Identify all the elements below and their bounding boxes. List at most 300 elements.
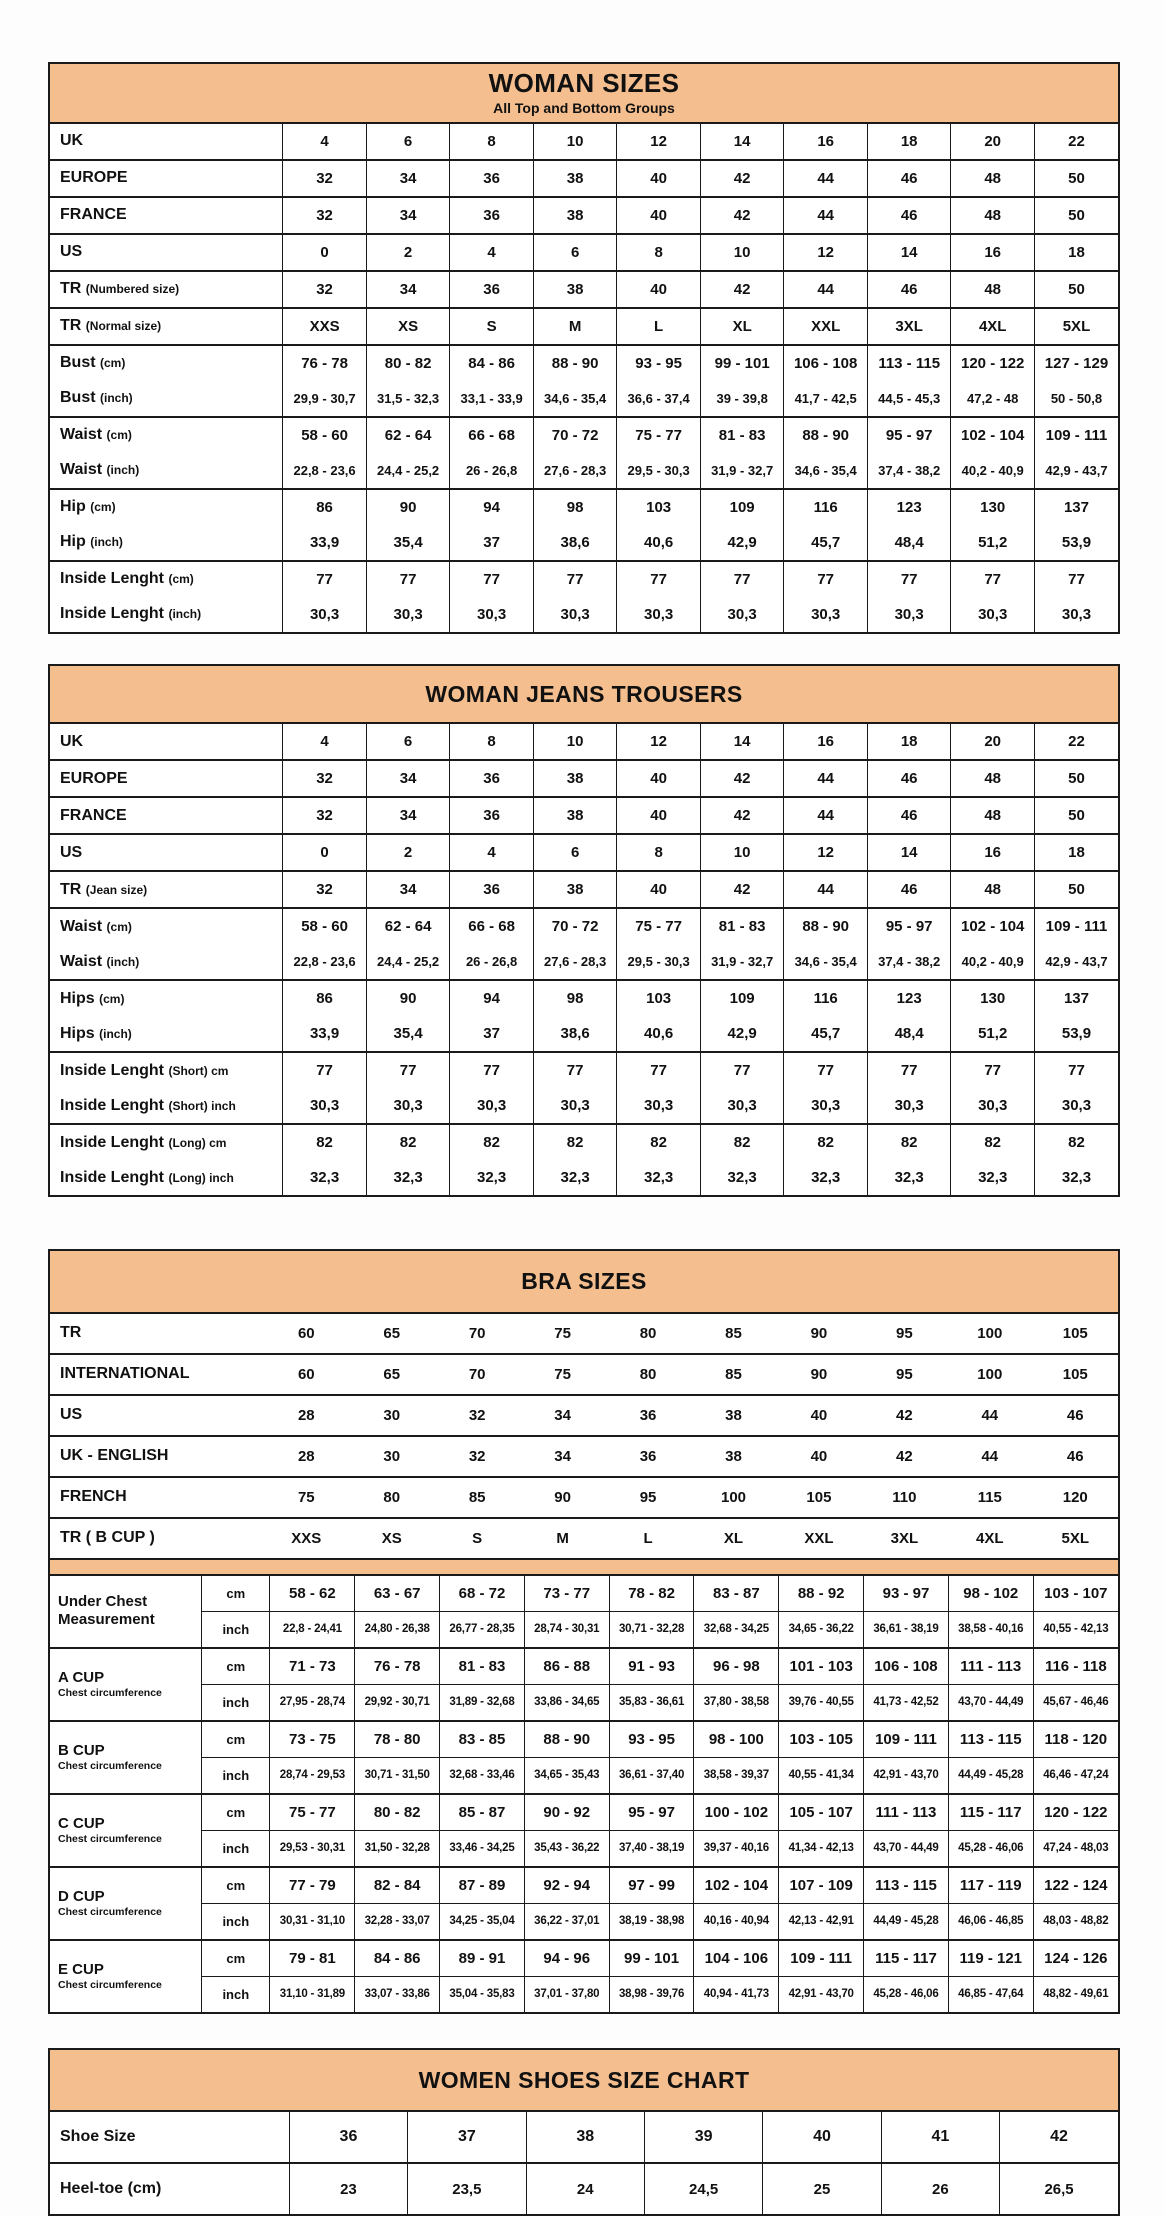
cup-label bbox=[50, 1721, 202, 1794]
size-value-cell: 50 bbox=[1034, 160, 1118, 197]
size-value-cell: 32 bbox=[468, 1447, 486, 1465]
row-label-note: (Long) inch bbox=[168, 1170, 234, 1185]
cup-name: Under Chest Measurement bbox=[58, 1593, 155, 1629]
size-value-cell: XXS bbox=[291, 1529, 322, 1547]
size-value-cell: 48 bbox=[951, 160, 1035, 197]
size-value-cell: 106 - 108 bbox=[784, 345, 868, 381]
size-value-cell: 32,3 bbox=[617, 1160, 701, 1195]
cup-label bbox=[50, 1940, 202, 2012]
table-row bbox=[50, 561, 1118, 597]
row-label bbox=[50, 381, 283, 417]
size-value-cell: 2 bbox=[366, 234, 450, 271]
woman-jeans-table bbox=[48, 664, 1120, 1197]
size-value-cell: 95 - 97 bbox=[867, 908, 951, 944]
size-value-cell: 120 - 122 bbox=[1033, 1794, 1118, 1831]
size-value-cell: 20 bbox=[951, 724, 1035, 760]
size-value-cell: 68 - 72 bbox=[440, 1576, 525, 1612]
table-subtitle: All Top and Bottom Groups bbox=[493, 99, 675, 116]
size-value-cell: 105 - 107 bbox=[779, 1794, 864, 1831]
size-value-cell: 109 - 111 bbox=[1034, 908, 1118, 944]
size-value-cell: 32 bbox=[468, 1406, 486, 1424]
size-value-cell: 85 - 87 bbox=[440, 1794, 525, 1831]
woman-sizes bbox=[50, 124, 1118, 632]
size-value-cell: 35,83 - 36,61 bbox=[609, 1684, 694, 1721]
cup-subtitle: Chest circumference bbox=[58, 1906, 162, 1919]
cup-label bbox=[50, 1867, 202, 1940]
table-row bbox=[50, 1903, 1118, 1940]
woman-sizes-table bbox=[48, 62, 1120, 634]
row-group bbox=[50, 2163, 1118, 2214]
size-value-cell: 82 bbox=[700, 1124, 784, 1160]
size-value-cell: 29,53 - 30,31 bbox=[270, 1830, 355, 1867]
size-value-cell: 77 bbox=[784, 1052, 868, 1088]
cup-group bbox=[50, 1721, 1118, 1794]
row-label bbox=[50, 1052, 283, 1088]
unit-label: inch bbox=[202, 1903, 270, 1940]
cup-subtitle: Chest circumference bbox=[58, 1760, 162, 1773]
table-row bbox=[50, 944, 1118, 980]
size-value-cell: 38,58 - 39,37 bbox=[694, 1757, 779, 1794]
size-value-cell: 24 bbox=[526, 2163, 644, 2214]
woman-jeans-header bbox=[50, 666, 1118, 724]
row-label-text: TR ( B CUP ) bbox=[60, 1529, 155, 1547]
cup-subtitle: Chest circumference bbox=[58, 1687, 162, 1700]
row-label-text: Heel-toe (cm) bbox=[60, 2180, 162, 2198]
size-value-cell: 38 bbox=[533, 271, 617, 308]
size-value-cell: 46 bbox=[867, 160, 951, 197]
row-label-note: (inch) bbox=[106, 463, 140, 478]
size-value-cell: 23 bbox=[289, 2163, 407, 2214]
size-value-cell: 34 bbox=[554, 1406, 571, 1424]
cup-label bbox=[50, 1576, 202, 1648]
bra-cups bbox=[50, 1576, 1118, 2012]
size-value-cell: 38 bbox=[533, 760, 617, 797]
size-value-cell: 26 - 26,8 bbox=[450, 944, 534, 980]
size-value-cell: 123 bbox=[867, 489, 951, 525]
size-value-cell: 87 - 89 bbox=[440, 1867, 525, 1904]
row-label-text: Waist bbox=[60, 952, 103, 970]
size-value-cell: 95 - 97 bbox=[609, 1794, 694, 1831]
size-value-cell: 39 bbox=[644, 2112, 762, 2163]
row-label bbox=[50, 1477, 264, 1518]
table-row bbox=[50, 1757, 1118, 1794]
size-value-cell: 100 - 102 bbox=[694, 1794, 779, 1831]
size-value-cell: 6 bbox=[533, 834, 617, 871]
table-row bbox=[50, 1518, 1118, 1558]
bra-sizes-grid bbox=[50, 1314, 1118, 1558]
size-value-cell: 77 bbox=[366, 1052, 450, 1088]
size-value-cell: 50 bbox=[1034, 271, 1118, 308]
size-value-cell: 8 bbox=[450, 124, 534, 160]
women-shoes-header bbox=[50, 2050, 1118, 2112]
size-value-cell: 20 bbox=[951, 124, 1035, 160]
table-row bbox=[50, 1477, 1118, 1518]
size-value-cell: 115 - 117 bbox=[864, 1940, 949, 1977]
size-value-cell: 31,9 - 32,7 bbox=[700, 453, 784, 489]
size-value-cell: 40,94 - 41,73 bbox=[694, 1976, 779, 2012]
size-value-cell: 118 - 120 bbox=[1033, 1721, 1118, 1758]
size-value-cell: 84 - 86 bbox=[355, 1940, 440, 1977]
size-value-cell: 45,28 - 46,06 bbox=[948, 1830, 1033, 1867]
size-value-cell: 48 bbox=[951, 871, 1035, 908]
size-value-cell: 122 - 124 bbox=[1033, 1867, 1118, 1904]
size-value-cell: 37 bbox=[450, 525, 534, 561]
size-value-cell: 28 bbox=[297, 1406, 315, 1424]
size-value-cell: 48 bbox=[951, 760, 1035, 797]
row-group bbox=[50, 417, 1118, 489]
size-value-cell: 41,73 - 42,52 bbox=[864, 1684, 949, 1721]
woman-sizes-grid bbox=[50, 124, 1118, 632]
size-value-cell: 124 - 126 bbox=[1033, 1940, 1118, 1977]
size-value-cell: 40 bbox=[810, 1406, 828, 1424]
size-value-cell: 130 bbox=[951, 489, 1035, 525]
cup-subtitle: Chest circumference bbox=[58, 1979, 162, 1992]
row-label bbox=[50, 871, 283, 908]
bra-sizes-header bbox=[50, 1251, 1118, 1313]
size-value-cell: 32 bbox=[283, 797, 367, 834]
size-value-cell: 78 - 80 bbox=[355, 1721, 440, 1758]
table-row bbox=[50, 1940, 1118, 1977]
size-value-cell: 90 bbox=[810, 1365, 828, 1383]
size-value-cell: 48 bbox=[951, 271, 1035, 308]
size-value-cell: 37,4 - 38,2 bbox=[867, 944, 951, 980]
row-group bbox=[50, 724, 1118, 760]
table-row bbox=[50, 197, 1118, 234]
size-value-cell: 48,03 - 48,82 bbox=[1033, 1903, 1118, 1940]
size-value-cell: 10 bbox=[700, 234, 784, 271]
size-value-cell: 39,76 - 40,55 bbox=[779, 1684, 864, 1721]
size-value-cell: 25 bbox=[763, 2163, 881, 2214]
size-value-cell: 77 bbox=[867, 561, 951, 597]
size-value-cell: 116 - 118 bbox=[1033, 1648, 1118, 1685]
size-value-cell: 76 - 78 bbox=[355, 1648, 440, 1685]
row-label bbox=[50, 124, 283, 160]
size-value-cell: 46 bbox=[1066, 1406, 1084, 1424]
size-value-cell: 70 bbox=[468, 1365, 486, 1383]
size-value-cell: 8 bbox=[450, 724, 534, 760]
table-row bbox=[50, 345, 1118, 381]
size-value-cell: 31,10 - 31,89 bbox=[270, 1976, 355, 2012]
size-value-cell: 111 - 113 bbox=[948, 1648, 1033, 1685]
size-value-cell: 38 bbox=[725, 1406, 742, 1424]
size-value-cell: 30,3 bbox=[283, 1088, 367, 1124]
size-value-cell: 44 bbox=[981, 1406, 999, 1424]
size-value-cell: 3XL bbox=[867, 308, 951, 345]
size-value-cell: 4 bbox=[283, 724, 367, 760]
size-value-cell: 102 - 104 bbox=[951, 417, 1035, 453]
row-label-text: Hips bbox=[60, 989, 95, 1007]
size-value-cell: 99 - 101 bbox=[700, 345, 784, 381]
size-value-cell: 105 bbox=[1062, 1365, 1088, 1383]
size-value-cell: 34 bbox=[366, 871, 450, 908]
size-value-cell: 30,3 bbox=[283, 597, 367, 632]
size-value-cell: 98 bbox=[533, 980, 617, 1016]
size-value-cell: 109 - 111 bbox=[864, 1721, 949, 1758]
row-group bbox=[50, 308, 1118, 345]
size-value-cell: 36 bbox=[450, 797, 534, 834]
size-value-cell: 90 bbox=[366, 489, 450, 525]
size-value-cell: 88 - 90 bbox=[784, 417, 868, 453]
size-value-cell: 30,3 bbox=[867, 597, 951, 632]
size-value-cell: 45,7 bbox=[784, 525, 868, 561]
size-value-cell: 48,4 bbox=[867, 1016, 951, 1052]
row-label bbox=[50, 834, 283, 871]
row-label bbox=[50, 1124, 283, 1160]
row-group bbox=[50, 1436, 1118, 1477]
size-value-cell: 83 - 85 bbox=[440, 1721, 525, 1758]
size-value-cell: 36 bbox=[450, 160, 534, 197]
row-label bbox=[50, 797, 283, 834]
size-value-cell: 28,74 - 30,31 bbox=[524, 1611, 609, 1648]
size-value-cell: 119 - 121 bbox=[948, 1940, 1033, 1977]
size-value-cell: 38 bbox=[533, 797, 617, 834]
size-value-cell: 44,49 - 45,28 bbox=[864, 1903, 949, 1940]
size-value-cell: S bbox=[450, 308, 534, 345]
size-value-cell: 46,06 - 46,85 bbox=[948, 1903, 1033, 1940]
row-group bbox=[50, 489, 1118, 561]
size-value-cell: 58 - 60 bbox=[283, 908, 367, 944]
size-value-cell: XL bbox=[700, 308, 784, 345]
size-value-cell: 82 bbox=[533, 1124, 617, 1160]
size-value-cell: 34,6 - 35,4 bbox=[784, 453, 868, 489]
size-value-cell: 30,3 bbox=[700, 597, 784, 632]
size-value-cell: 27,6 - 28,3 bbox=[533, 453, 617, 489]
size-value-cell: 42 bbox=[700, 160, 784, 197]
row-label-text: US bbox=[60, 243, 83, 261]
row-label-note: (inch) bbox=[99, 1026, 132, 1041]
size-value-cell: 30,3 bbox=[533, 597, 617, 632]
size-value-cell: 40 bbox=[617, 797, 701, 834]
size-value-cell: 46 bbox=[867, 871, 951, 908]
size-value-cell: 5XL bbox=[1061, 1529, 1090, 1547]
row-group bbox=[50, 124, 1118, 160]
size-value-cell: 97 - 99 bbox=[609, 1867, 694, 1904]
size-value-cell: 37,40 - 38,19 bbox=[609, 1830, 694, 1867]
size-value-cell: 30,3 bbox=[450, 597, 534, 632]
size-value-cell: 48,82 - 49,61 bbox=[1033, 1976, 1118, 2012]
size-value-cell: 39,37 - 40,16 bbox=[694, 1830, 779, 1867]
size-value-cell: 90 bbox=[366, 980, 450, 1016]
size-value-cell: 30,3 bbox=[784, 597, 868, 632]
size-value-cell: 40,55 - 42,13 bbox=[1033, 1611, 1118, 1648]
row-label-text: Inside Lenght bbox=[60, 1061, 164, 1079]
size-value-cell: 45,28 - 46,06 bbox=[864, 1976, 949, 2012]
size-value-cell: 77 - 79 bbox=[270, 1867, 355, 1904]
size-value-cell: 16 bbox=[784, 124, 868, 160]
size-value-cell: 34 bbox=[366, 797, 450, 834]
size-value-cell: 105 bbox=[1062, 1324, 1088, 1342]
size-value-cell: 31,50 - 32,28 bbox=[355, 1830, 440, 1867]
size-value-cell: 30,3 bbox=[617, 597, 701, 632]
size-value-cell: 70 - 72 bbox=[533, 417, 617, 453]
size-value-cell: 34 bbox=[366, 160, 450, 197]
row-label-text: Bust bbox=[60, 354, 96, 372]
size-value-cell: 42,9 - 43,7 bbox=[1034, 944, 1118, 980]
size-value-cell: 77 bbox=[283, 1052, 367, 1088]
size-value-cell: 36,61 - 37,40 bbox=[609, 1757, 694, 1794]
size-value-cell: 10 bbox=[533, 124, 617, 160]
row-label bbox=[50, 489, 283, 525]
row-label-text: Hip bbox=[60, 533, 86, 551]
size-value-cell: XL bbox=[723, 1529, 744, 1547]
size-value-cell: 38 bbox=[533, 871, 617, 908]
size-value-cell: 95 bbox=[639, 1488, 657, 1506]
row-group bbox=[50, 1314, 1118, 1354]
size-value-cell: 109 bbox=[700, 489, 784, 525]
size-value-cell: 95 bbox=[896, 1365, 913, 1383]
size-value-cell: 30,3 bbox=[366, 1088, 450, 1124]
size-value-cell: 50 bbox=[1034, 760, 1118, 797]
size-value-cell: 94 bbox=[450, 489, 534, 525]
size-value-cell: 31,89 - 32,68 bbox=[440, 1684, 525, 1721]
row-group bbox=[50, 271, 1118, 308]
row-group bbox=[50, 1354, 1118, 1395]
size-value-cell: 77 bbox=[533, 561, 617, 597]
table-row bbox=[50, 381, 1118, 417]
size-value-cell: 50 bbox=[1034, 797, 1118, 834]
bra-sizes bbox=[50, 1314, 1118, 1558]
size-value-cell: 98 - 100 bbox=[694, 1721, 779, 1758]
size-value-cell: 84 - 86 bbox=[450, 345, 534, 381]
size-value-cell: 36 bbox=[450, 871, 534, 908]
size-value-cell: 34,65 - 35,43 bbox=[524, 1757, 609, 1794]
row-label-text: US bbox=[60, 843, 83, 861]
size-value-cell: 66 - 68 bbox=[450, 908, 534, 944]
size-value-cell: 38,19 - 38,98 bbox=[609, 1903, 694, 1940]
size-value-cell: 99 - 101 bbox=[609, 1940, 694, 1977]
table-row bbox=[50, 417, 1118, 453]
row-label bbox=[50, 1088, 283, 1124]
size-value-cell: 36,6 - 37,4 bbox=[617, 381, 701, 417]
table-row bbox=[50, 760, 1118, 797]
table-row bbox=[50, 1830, 1118, 1867]
unit-label: inch bbox=[202, 1611, 270, 1648]
table-row bbox=[50, 724, 1118, 760]
cup-name: E CUP bbox=[58, 1961, 104, 1979]
row-label bbox=[50, 525, 283, 561]
size-value-cell: 48,4 bbox=[867, 525, 951, 561]
row-label-text: Waist bbox=[60, 426, 103, 444]
size-value-cell: 24,4 - 25,2 bbox=[366, 944, 450, 980]
row-label bbox=[50, 2163, 289, 2214]
table-row bbox=[50, 1648, 1118, 1685]
unit-label: inch bbox=[202, 1830, 270, 1867]
size-value-cell: 32,3 bbox=[700, 1160, 784, 1195]
size-value-cell: 80 - 82 bbox=[355, 1794, 440, 1831]
size-value-cell: 35,43 - 36,22 bbox=[524, 1830, 609, 1867]
row-label-note: (cm) bbox=[90, 500, 116, 515]
table-row bbox=[50, 908, 1118, 944]
size-value-cell: 30,3 bbox=[1034, 1088, 1118, 1124]
size-value-cell: 94 - 96 bbox=[524, 1940, 609, 1977]
row-label bbox=[50, 597, 283, 632]
size-value-cell: 29,9 - 30,7 bbox=[283, 381, 367, 417]
row-group bbox=[50, 760, 1118, 797]
size-value-cell: 80 bbox=[639, 1324, 657, 1342]
row-group bbox=[50, 834, 1118, 871]
size-value-cell: 33,9 bbox=[283, 1016, 367, 1052]
size-value-cell: 60 bbox=[297, 1365, 315, 1383]
row-label-note: (Short) cm bbox=[168, 1063, 229, 1078]
size-value-cell: 82 bbox=[366, 1124, 450, 1160]
size-value-cell: 53,9 bbox=[1034, 1016, 1118, 1052]
size-value-cell: 44 bbox=[784, 797, 868, 834]
size-value-cell: 42 bbox=[1000, 2112, 1118, 2163]
size-value-cell: 40,55 - 41,34 bbox=[779, 1757, 864, 1794]
table-row bbox=[50, 234, 1118, 271]
size-value-cell: 24,80 - 26,38 bbox=[355, 1611, 440, 1648]
row-label bbox=[50, 1314, 264, 1354]
row-label-text: Inside Lenght bbox=[60, 570, 164, 588]
size-value-cell: 38 bbox=[526, 2112, 644, 2163]
size-value-cell: 73 - 77 bbox=[524, 1576, 609, 1612]
size-value-cell: 40 bbox=[617, 271, 701, 308]
row-group bbox=[50, 234, 1118, 271]
bra-cups-grid bbox=[50, 1576, 1118, 2012]
table-row bbox=[50, 489, 1118, 525]
size-value-cell: 40,16 - 40,94 bbox=[694, 1903, 779, 1940]
table-row bbox=[50, 1016, 1118, 1052]
size-value-cell: 33,1 - 33,9 bbox=[450, 381, 534, 417]
row-label bbox=[50, 1016, 283, 1052]
size-value-cell: 42,9 - 43,7 bbox=[1034, 453, 1118, 489]
size-value-cell: 110 bbox=[892, 1488, 917, 1506]
size-value-cell: 46 bbox=[1066, 1447, 1084, 1465]
cup-group bbox=[50, 1648, 1118, 1721]
size-value-cell: 37,80 - 38,58 bbox=[694, 1684, 779, 1721]
unit-label: cm bbox=[202, 1576, 270, 1612]
size-value-cell: 32,3 bbox=[784, 1160, 868, 1195]
woman-jeans bbox=[50, 724, 1118, 1195]
size-value-cell: 27,95 - 28,74 bbox=[270, 1684, 355, 1721]
size-value-cell: 37 bbox=[408, 2112, 526, 2163]
size-value-cell: 98 bbox=[533, 489, 617, 525]
size-value-cell: 100 bbox=[720, 1488, 747, 1506]
size-value-cell: XXS bbox=[283, 308, 367, 345]
table-row bbox=[50, 1160, 1118, 1195]
table-row bbox=[50, 980, 1118, 1016]
row-label-text: UK bbox=[60, 132, 84, 150]
unit-label: cm bbox=[202, 1648, 270, 1685]
size-value-cell: 22,8 - 24,41 bbox=[270, 1611, 355, 1648]
row-label-note: (inch) bbox=[90, 535, 123, 550]
cup-group bbox=[50, 1794, 1118, 1867]
table-row bbox=[50, 1794, 1118, 1831]
cup-name: C CUP bbox=[58, 1815, 105, 1833]
size-value-cell: 81 - 83 bbox=[700, 908, 784, 944]
row-label-text: INTERNATIONAL bbox=[60, 1365, 190, 1383]
size-value-cell: 80 bbox=[639, 1365, 657, 1383]
size-value-cell: 30,3 bbox=[951, 1088, 1035, 1124]
row-label bbox=[50, 1160, 283, 1195]
size-value-cell: 30,3 bbox=[867, 1088, 951, 1124]
size-value-cell: 75 - 77 bbox=[617, 417, 701, 453]
size-value-cell: 44 bbox=[981, 1447, 999, 1465]
size-value-cell: 90 bbox=[810, 1324, 828, 1342]
size-value-cell: 130 bbox=[951, 980, 1035, 1016]
size-value-cell: 36 bbox=[289, 2112, 407, 2163]
size-value-cell: 18 bbox=[867, 124, 951, 160]
size-value-cell: 82 bbox=[1034, 1124, 1118, 1160]
table-row bbox=[50, 308, 1118, 345]
unit-label: cm bbox=[202, 1794, 270, 1831]
woman-sizes-header bbox=[50, 64, 1118, 124]
size-value-cell: 93 - 95 bbox=[609, 1721, 694, 1758]
size-value-cell: 98 - 102 bbox=[948, 1576, 1033, 1612]
size-value-cell: 8 bbox=[617, 234, 701, 271]
size-value-cell: 4XL bbox=[951, 308, 1035, 345]
size-value-cell: 36 bbox=[450, 197, 534, 234]
